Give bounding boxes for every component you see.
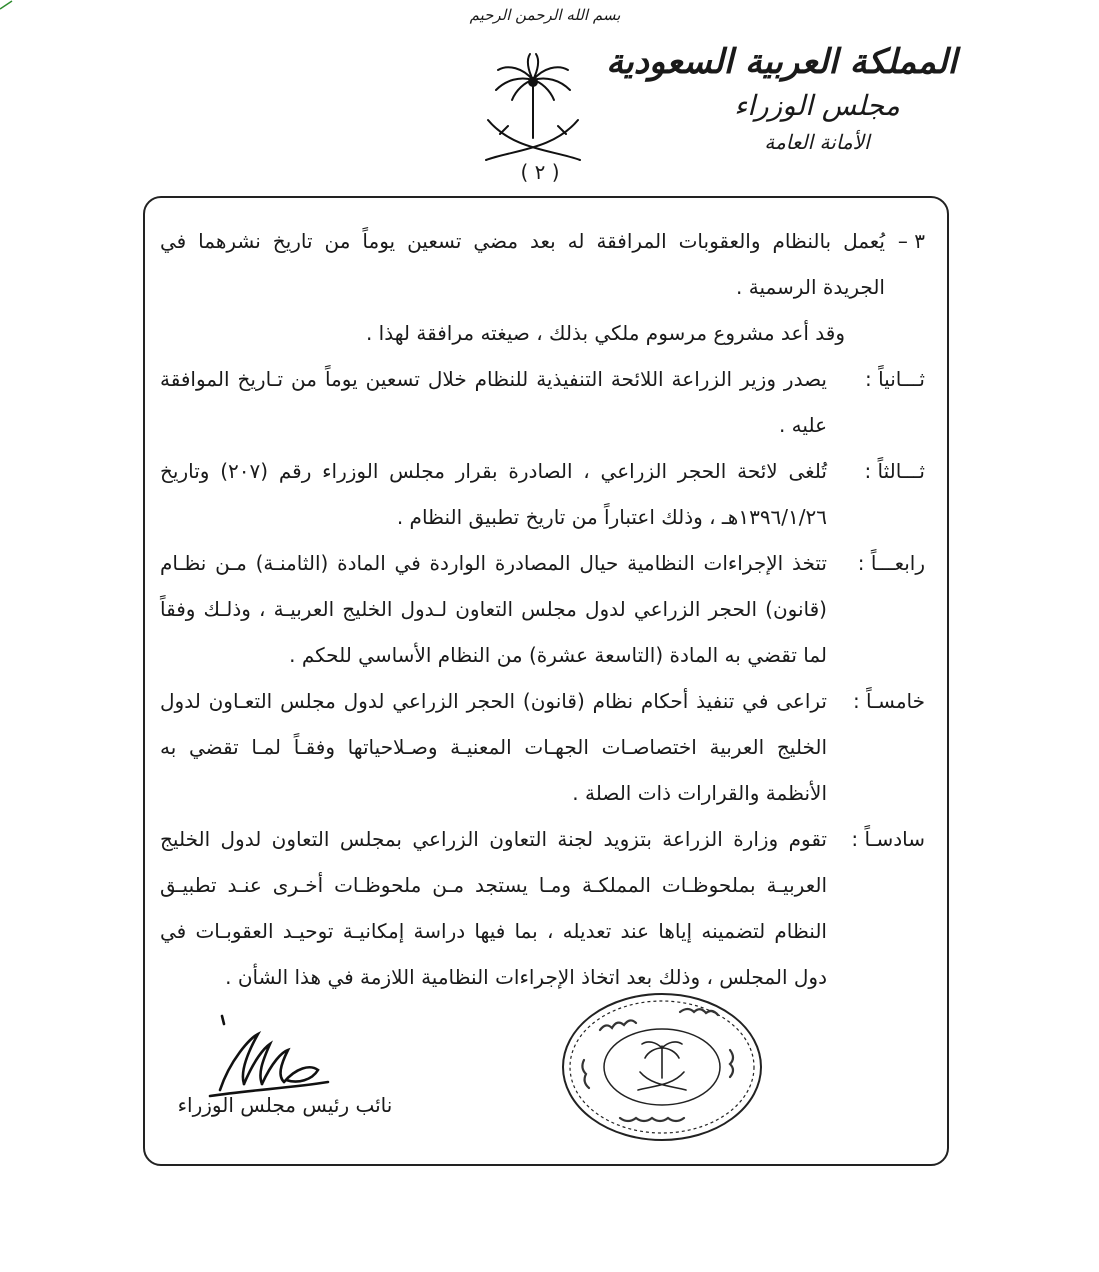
document-body <box>160 218 925 1000</box>
council-title: مجلس الوزراء <box>734 89 900 122</box>
item-second-label: ثـــانياً : <box>864 367 925 391</box>
secretariat-title: الأمانة العامة <box>764 130 870 154</box>
item-fifth-label: خامسـاً : <box>852 689 925 713</box>
official-stamp <box>560 990 765 1145</box>
item-third-text: تُلغى لائحة الحجر الزراعي ، الصادرة بقرار مجلس الوزراء رقم (٢٠٧) وتاريخ ١٣٩٦/١/٢٦هـ ، وذلك اعتباراً من تاريخ تطبيق النظام . <box>160 459 827 529</box>
item-fifth-text: تراعى في تنفيذ أحكام نظام (قانون) الحجر الزراعي لدول مجلس التعـاون لدول الخليج العربية اختصاصـات الجهـات المعنيـة وصـلاحياتها وفقـاً لمـا تقضي به الأنظمة والقرارات ذات الصلة . <box>160 689 827 805</box>
item-second <box>160 356 925 448</box>
item-third <box>160 448 925 540</box>
clause-3-text: يُعمل بالنظام والعقوبات المرافقة له بعد مضي تسعين يوماً من تاريخ نشرهما في الجريدة الرسمية . <box>160 229 885 299</box>
item-sixth-label: سادسـاً : <box>851 827 925 851</box>
corner-mark <box>0 0 14 10</box>
item-sixth-text: تقوم وزارة الزراعة بتزويد لجنة التعاون الزراعي بمجلس التعاون لدول الخليج العربيـة بملحوظـات المملكـة ومـا يستجد مـن ملحوظـات أخـرى عنـد تطبيـق النظام لتضمينه إياها عند تعديله ، بما فيها دراسة إمكانيـة توحيـد العقوبـات في دول المجلس ، وذلك بعد اتخاذ الإجراءات النظامية اللازمة في هذا الشأن . <box>160 827 827 989</box>
basmala: بسم الله الرحمن الرحيم <box>469 6 621 24</box>
item-sixth <box>160 816 925 1000</box>
letterhead <box>606 38 957 158</box>
decree-line <box>160 310 925 356</box>
item-third-label: ثـــالثاً : <box>864 459 925 483</box>
item-second-text: يصدر وزير الزراعة اللائحة التنفيذية للنظام خلال تسعين يوماً من تـاريخ الموافقة عليه . <box>160 367 827 437</box>
kingdom-title: المملكة العربية السعودية <box>606 42 957 82</box>
signer-title: نائب رئيس مجلس الوزراء <box>177 1093 393 1117</box>
item-fifth <box>160 678 925 816</box>
signature <box>200 1010 340 1100</box>
decree-line-text: وقد أعد مشروع مرسوم ملكي بذلك ، صيغته مرافقة لهذا . <box>365 321 845 345</box>
clause-3-label: ٣ – <box>897 229 925 253</box>
item-fourth-text: تتخذ الإجراءات النظامية حيال المصادرة الواردة في المادة (الثامنـة) مـن نظـام (قانون) الحجر الزراعي لدول مجلس التعاون لـدول الخليج العربيـة ، وذلـك وفقاً لما تقضي به المادة (التاسعة عشرة) من النظام الأساسي للحكم . <box>160 551 827 667</box>
page-number: ( ٢ ) <box>520 160 560 184</box>
item-fourth <box>160 540 925 678</box>
clause-3 <box>160 218 925 310</box>
item-fourth-label: رابعـــاً : <box>857 551 925 575</box>
